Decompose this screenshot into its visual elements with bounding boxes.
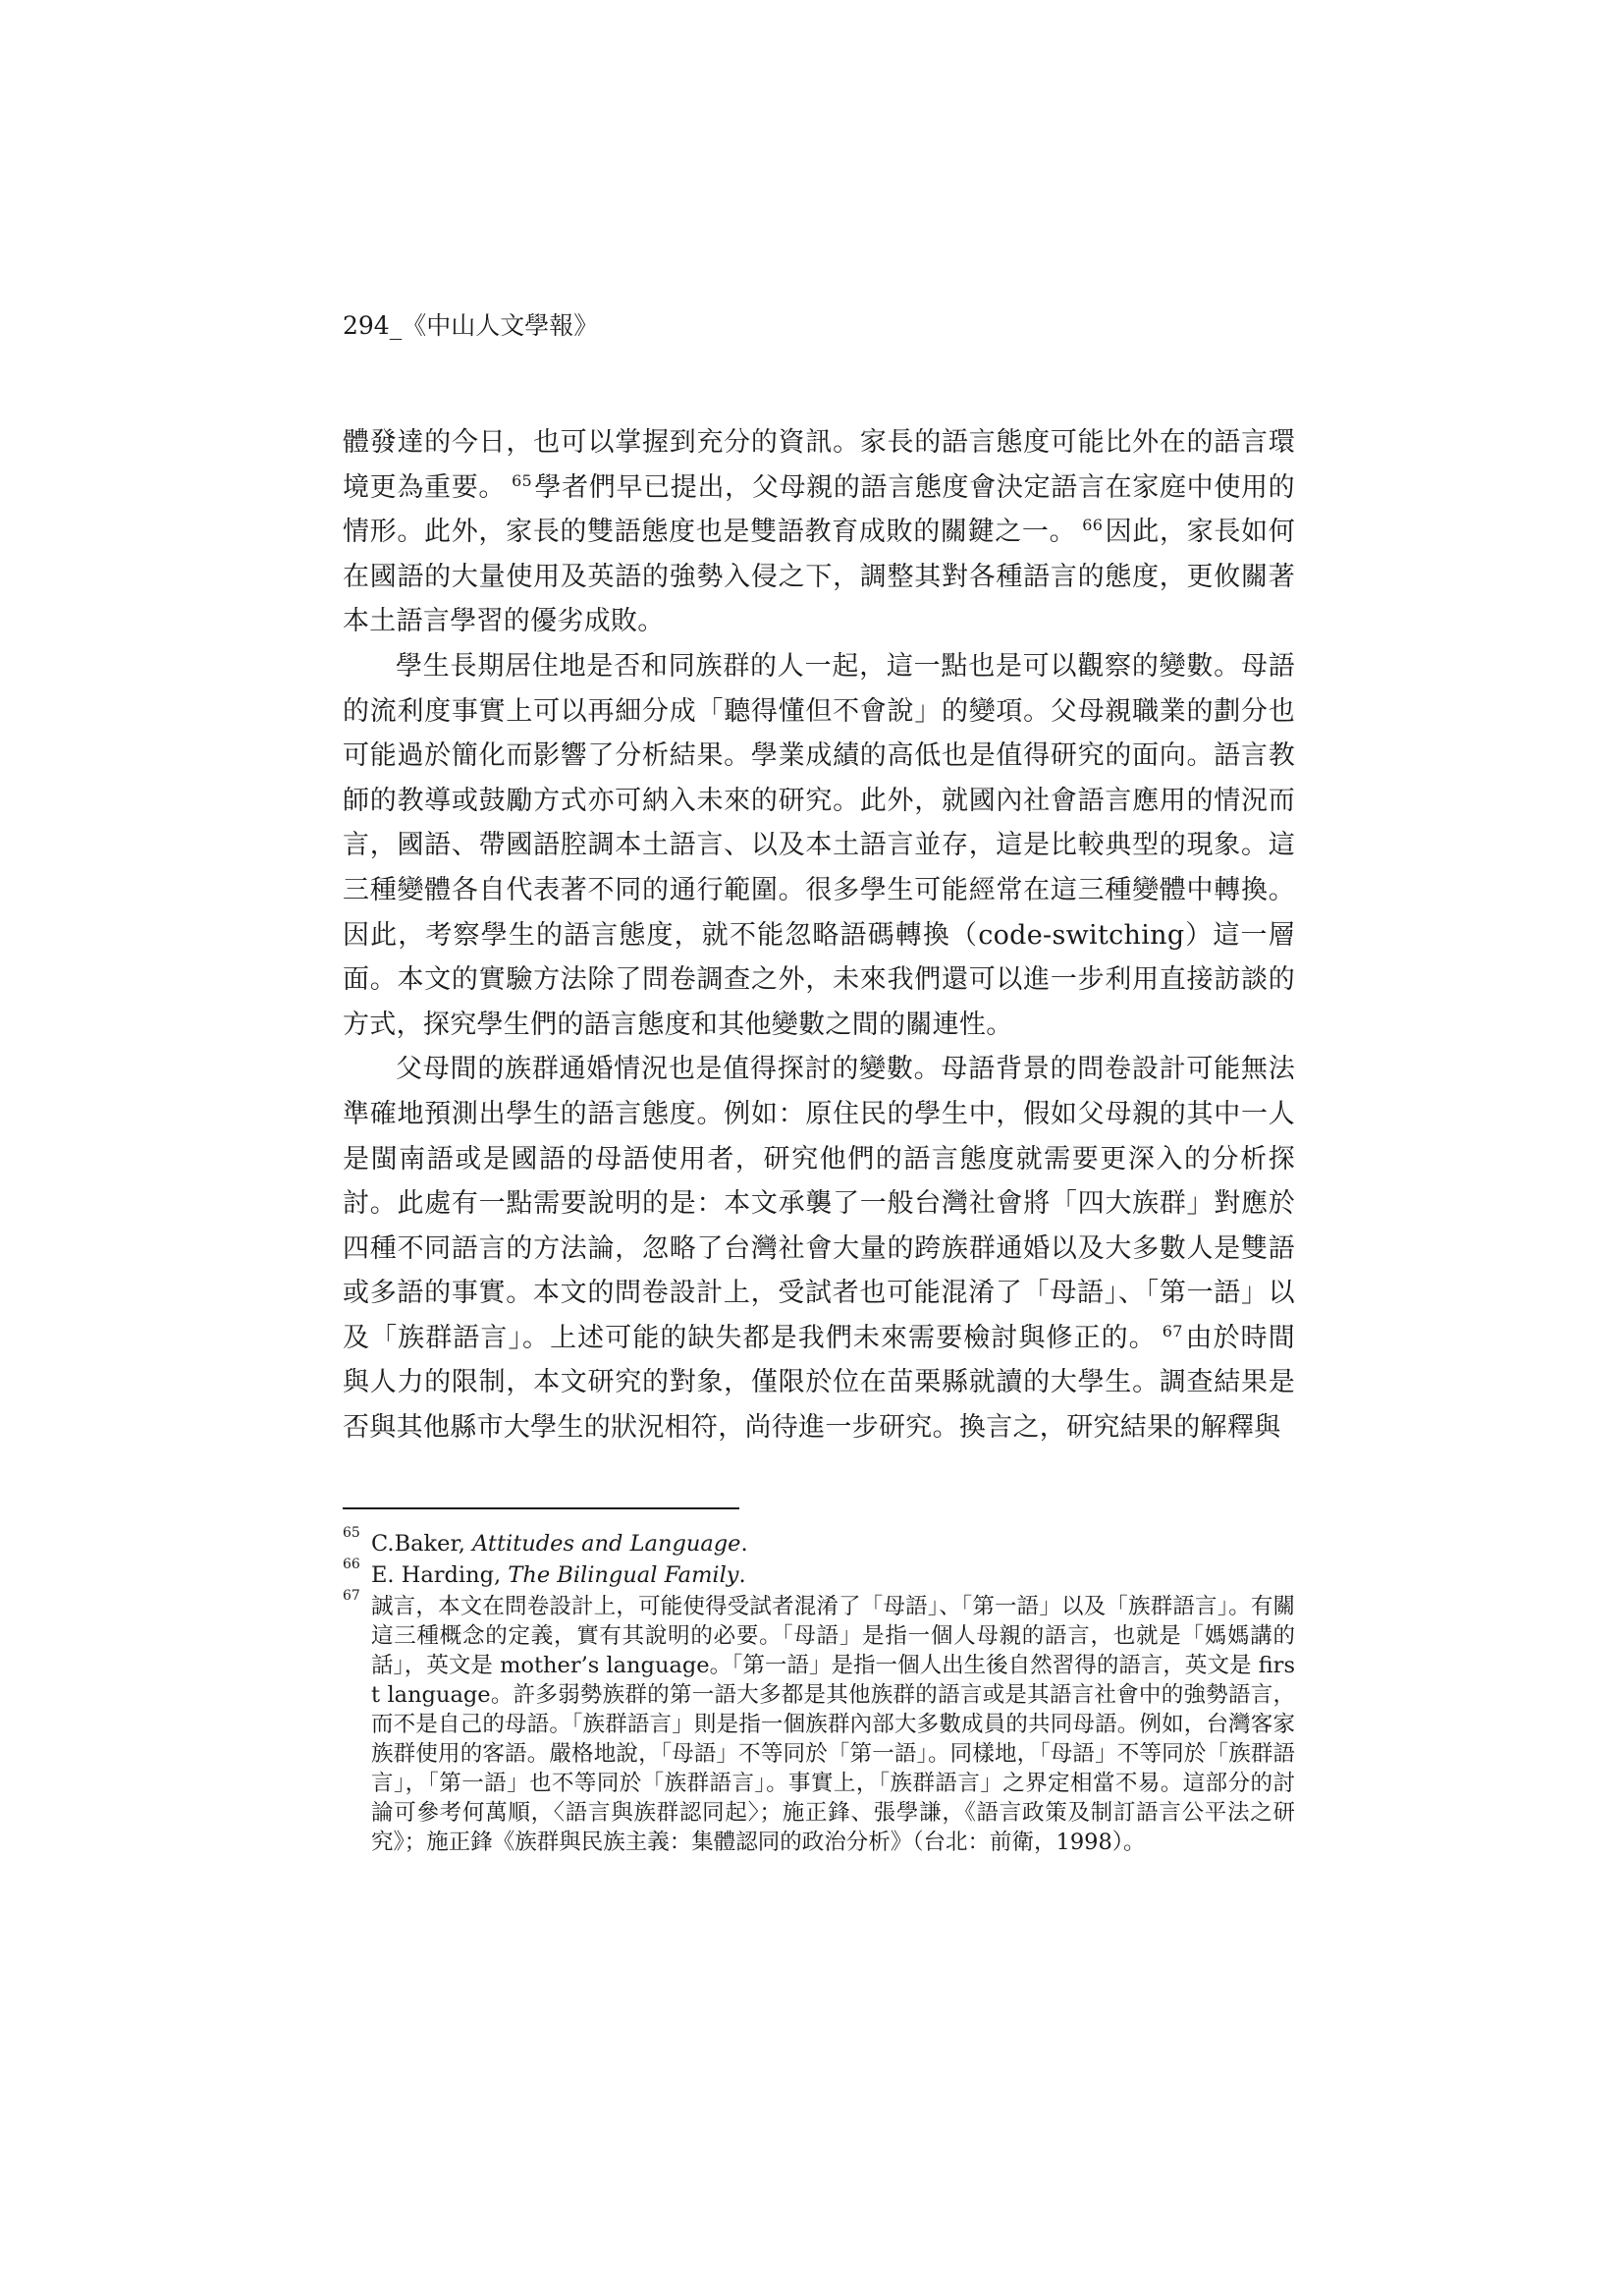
footnote-end: . <box>740 1531 748 1557</box>
footnote-number: 67 <box>343 1588 360 1604</box>
footnote-65 <box>343 1525 1295 1558</box>
page-number: 294 <box>343 311 390 340</box>
paragraph-3-part-2: 由於時間與人力的限制，本文研究的對象，僅限於位在苗栗縣就讀的大學生。調查結果是否與其他縣市大學生的狀況相符，尚待進一步研究。換言之，研究結果的解釋與 <box>343 1322 1296 1444</box>
journal-title: 《中山人文學報》 <box>402 311 599 340</box>
footnote-author: C.Baker, <box>371 1531 473 1557</box>
footnote-ref-67: 67 <box>1162 1321 1183 1340</box>
footnote-ref-66: 66 <box>1082 516 1104 535</box>
footnote-number: 66 <box>343 1557 360 1572</box>
paragraph-1 <box>343 420 1295 644</box>
footnote-divider <box>343 1507 739 1509</box>
paragraph-3 <box>343 1047 1295 1449</box>
footnote-67 <box>343 1588 1295 1857</box>
footnote-author: E. Harding, <box>371 1562 509 1588</box>
paragraph-3-part-1: 父母間的族群通婚情況也是值得探討的變數。母語背景的問卷設計可能無法準確地預測出學生的語言態度。例如：原住民的學生中，假如父母親的其中一人是閩南語或是國語的母語使用者，研究他們的語言態度就需要更深入的分析探討。此處有一點需要說明的是：本文承襲了一般台灣社會將「四大族群」對應於四種不同語言的方法論，忽略了台灣社會大量的跨族群通婚以及大多數人是雙語或多語的事實。本文的問卷設計上，受試者也可能混淆了「母語」、「第一語」以及「族群語言」。上述可能的缺失都是我們未來需要檢討與修正的。 <box>343 1054 1295 1353</box>
main-text <box>343 420 1295 1450</box>
footnote-end: . <box>738 1562 746 1588</box>
footnote-ref-65: 65 <box>512 470 533 490</box>
footnote-book-title: The Bilingual Family <box>508 1562 739 1588</box>
footnotes <box>343 1525 1295 1859</box>
paragraph-1-part-1: 體發達的今日，也可以掌握到充分的資訊。家長的語言態度可能比外在的語言環境更為重要。 <box>343 427 1295 503</box>
paragraph-2: 學生長期居住地是否和同族群的人一起，這一點也是可以觀察的變數。母語的流利度事實上可以再細分成「聽得懂但不會說」的變項。父母親職業的劃分也可能過於簡化而影響了分析結果。學業成績的高低也是值得研究的面向。語言教師的教導或鼓勵方式亦可納入未來的研究。此外，就國內社會語言應用的情況而言，國語、帶國語腔調本土語言、以及本土語言並存，這是比較典型的現象。這三種變體各自代表著不同的通行範圍。很多學生可能經常在這三種變體中轉換。因此，考察學生的語言態度，就不能忽略語碼轉換（code-switching）這一層面。本文的實驗方法除了問卷調查之外，未來我們還可以進一步利用直接訪談的方式，探究學生們的語言態度和其他變數之間的關連性。 <box>343 650 1295 1040</box>
paragraph-1-part-3: 因此，家長如何在國語的大量使用及英語的強勢入侵之下，調整其對各種語言的態度，更攸關著本土語言學習的優劣成敗。 <box>343 517 1295 637</box>
footnote-book-title: Attitudes and Language <box>472 1531 741 1557</box>
footnote-text: 誠言，本文在問卷設計上，可能使得受試者混淆了「母語」、「第一語」以及「族群語言」。有關這三種概念的定義，實有其說明的必要。「母語」是指一個人母親的語言，也就是「媽媽講的話」，英文是 mother’s language。「第一語」是指一個人出生後自然習得的語言，英文是 first language。許多弱勢族群的第一語大多都是其他族群的語言或是其語言社會中的強勢語言，而不是自己的母語。「族群語言」則是指一個族群內部大多數成員的共同母語。例如，台灣客家族群使用的客語。嚴格地說，「母語」不等同於「第一語」。同樣地，「母語」不等同於「族群語言」，「第一語」也不等同於「族群語言」。事實上，「族群語言」之界定相當不易。這部分的討論可參考何萬順，〈語言與族群認同起〉；施正鋒、張學謙，《語言政策及制訂語言公平法之研究》；施正鋒《族群與民族主義：集體認同的政治分析》（台北：前衛，1998）。 <box>371 1594 1295 1855</box>
paragraph-1-part-2: 學者們早已提出，父母親的語言態度會決定語言在家庭中使用的情形。此外，家長的雙語態度也是雙語教育成敗的關鍵之一。 <box>343 471 1295 548</box>
header-separator: _ <box>389 311 403 340</box>
running-header <box>343 308 598 344</box>
footnote-66 <box>343 1557 1295 1590</box>
footnote-number: 65 <box>343 1525 360 1541</box>
